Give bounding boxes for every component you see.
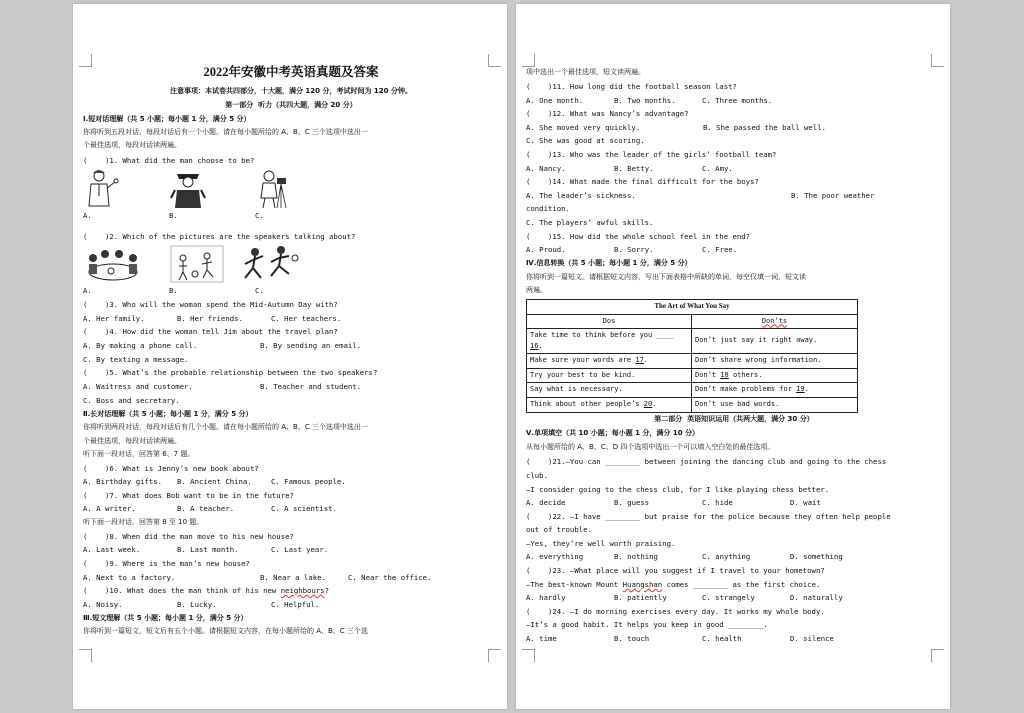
- dialogue-reply: [526, 578, 942, 592]
- q9-options: [83, 571, 499, 585]
- table-row: [527, 354, 858, 369]
- family-dinner-picture: [83, 244, 143, 284]
- option: B. Sorry.: [614, 245, 654, 254]
- option: A. A writer.: [83, 504, 136, 513]
- cell-text: .: [804, 385, 809, 394]
- question-text: ?: [324, 586, 330, 595]
- part1-heading: 第一部分 听力（共四大题，满分 20 分）: [225, 101, 357, 109]
- q24-options: [526, 632, 942, 646]
- q15-options: [526, 243, 942, 257]
- q1-labels: [83, 209, 499, 223]
- police-picture: [169, 168, 207, 208]
- option: A. time: [526, 634, 557, 643]
- section1-heading: Ⅰ.短对话理解（共 5 小题；每小题 1 分，满分 5 分）: [83, 115, 251, 123]
- section5-instruction: 从每小题所给的 A、B、C、D 四个选项中选出一个可以填入空白处的最佳选项。: [526, 443, 775, 451]
- option-label: A.: [83, 211, 92, 220]
- option: B. nothing: [614, 552, 658, 561]
- option: C. strangely: [702, 593, 755, 602]
- option: B. Ancient China.: [177, 477, 252, 486]
- question-3: ( )3. Who will the woman spend the Mid-Autumn Day with?: [83, 300, 338, 309]
- cell-text: Don’t make problems for: [695, 385, 797, 394]
- table-cell: Take time to think before you ____ 16.: [527, 329, 692, 354]
- section4-heading: Ⅳ.信息转换（共 5 小题；每小题 1 分，满分 5 分）: [526, 259, 692, 267]
- option: A. Birthday gifts.: [83, 477, 163, 486]
- option: B. Lucky.: [177, 600, 217, 609]
- option: A. decide: [526, 498, 566, 507]
- option: B. Betty.: [614, 164, 654, 173]
- q6-options: [83, 475, 499, 489]
- option: C. Amy.: [702, 164, 733, 173]
- q3-options: [83, 312, 499, 326]
- question-5: ( )5. What’s the probable relationship between the two speakers?: [83, 368, 378, 377]
- answer-blank: 20: [643, 399, 653, 408]
- option: D. naturally: [790, 593, 843, 602]
- question-8: ( )8. When did the man move to his new house?: [83, 532, 294, 541]
- option: D. wait: [790, 498, 821, 507]
- spellcheck-word: neighbours: [280, 586, 325, 595]
- table-header-dos: Dos: [527, 314, 692, 329]
- question-9: ( )9. Where is the man’s new house?: [83, 559, 250, 568]
- option: C. Famous people.: [271, 477, 346, 486]
- option: A. Waitress and customer.: [83, 382, 193, 391]
- question-6: ( )6. What is Jenny’s new book about?: [83, 464, 259, 473]
- section3-heading: Ⅲ.短文理解（共 5 小题；每小题 1 分，满分 5 分）: [83, 614, 248, 622]
- q14-options: [526, 189, 942, 203]
- table-title: The Art of What You Say: [527, 300, 858, 315]
- reply-text: —The best-known Mount: [526, 580, 623, 589]
- table-cell: Don’t just say it right away.: [692, 329, 858, 354]
- option: A. By making a phone call.: [83, 341, 198, 350]
- table-row: [527, 397, 858, 412]
- option: B. Last month.: [177, 545, 239, 554]
- crop-mark: [79, 649, 92, 662]
- section2-instruction: 你将听到两段对话，每段对话后有几个小题。请在每小题所给的 A、B、C 三个选项中选出一: [83, 423, 368, 431]
- info-table: [526, 299, 858, 413]
- q4-options: [83, 339, 499, 353]
- option: C. She was good at scoring.: [526, 136, 645, 145]
- photographer-picture: [255, 168, 293, 208]
- option: B. guess: [614, 498, 650, 507]
- option: C. The players’ awful skills.: [526, 218, 654, 227]
- section4-instruction: 两遍。: [526, 286, 547, 294]
- option: B. The poor weather: [791, 191, 875, 200]
- cell-text: Think about other people’s: [530, 399, 644, 408]
- option: C. hide: [702, 498, 733, 507]
- table-row: [527, 383, 858, 398]
- section4-instruction: 你将听到一篇短文。请根据短文内容，写出下面表格中所缺的单词，每空仅填一词，短文读: [526, 273, 806, 281]
- answer-blank: 16: [530, 342, 539, 351]
- option: C. Boss and secretary.: [83, 396, 180, 405]
- table-header-donts-text: Don’ts: [761, 316, 788, 325]
- question-continued: out of trouble.: [526, 525, 592, 534]
- option: C. Last year.: [271, 545, 329, 554]
- option-label: C.: [255, 211, 264, 220]
- q2-labels: [83, 284, 499, 298]
- option: C. anything: [702, 552, 751, 561]
- question-21: ( )21.—You can ________ between joining the dancing club and going to the chess: [526, 457, 887, 466]
- option: A. everything: [526, 552, 584, 561]
- option: A. Next to a factory.: [83, 573, 176, 582]
- q2-pictures: [83, 244, 499, 284]
- option: D. silence: [790, 634, 834, 643]
- option: C. Her teachers.: [271, 314, 342, 323]
- crop-mark: [931, 649, 944, 662]
- cell-text: Make sure your words are: [530, 356, 636, 365]
- cell-text: others.: [728, 370, 763, 379]
- dialogue-reply: —It’s a good habit. It helps you keep in good ________.: [526, 620, 768, 629]
- question-text: ( )10. What does the man think of his new: [83, 586, 281, 595]
- q12-options: [526, 121, 942, 135]
- question-7: ( )7. What does Bob want to be in the future?: [83, 491, 294, 500]
- q5-options: [83, 380, 499, 394]
- table-cell: Don’t use bad words.: [692, 397, 858, 412]
- section2-subheading: 听下面一段对话，回答第 8 至 10 题。: [83, 518, 204, 526]
- option: C. Near the office.: [348, 573, 432, 582]
- table-cell: Don’t share wrong information.: [692, 354, 858, 369]
- option: B. Two months.: [614, 96, 676, 105]
- question-10: [83, 584, 499, 598]
- option: C. By texting a message.: [83, 355, 189, 364]
- option: B. patiently: [614, 593, 667, 602]
- answer-blank: 17: [635, 356, 644, 365]
- q8-options: [83, 543, 499, 557]
- table-header-donts: [692, 314, 858, 329]
- table-row: [527, 329, 858, 354]
- answer-blank: 18: [720, 370, 729, 379]
- answer-blank: 19: [796, 385, 805, 394]
- option: C. health: [702, 634, 742, 643]
- option: A. Her family.: [83, 314, 145, 323]
- page-right: [516, 4, 950, 709]
- option: A. Nancy.: [526, 164, 566, 173]
- section5-heading: Ⅴ.单项填空（共 10 小题；每小题 1 分，满分 10 分）: [526, 429, 700, 437]
- q23-options: [526, 591, 942, 605]
- section3-instruction-cont: 项中选出一个最佳选项，短文读两遍。: [526, 68, 645, 76]
- q13-options: [526, 162, 942, 176]
- section2-subheading: 听下面一段对话，回答第 6、7 题。: [83, 450, 195, 458]
- dialogue-reply: —Yes, they’re well worth praising.: [526, 539, 676, 548]
- option: B. By sending an email.: [260, 341, 362, 350]
- option: B. touch: [614, 634, 650, 643]
- q10-options: [83, 598, 499, 612]
- runners-picture: [241, 244, 301, 284]
- q11-options: [526, 94, 942, 108]
- cell-text: Take time to think before you ____: [530, 331, 674, 340]
- option: B. Teacher and student.: [260, 382, 362, 391]
- doctor-picture: [83, 168, 121, 208]
- part2-heading: 第二部分 英语知识运用（共两大题，满分 30 分）: [654, 415, 814, 423]
- section1-instruction: 个最佳选项，每段对话读两遍。: [83, 141, 181, 149]
- section2-instruction: 个最佳选项，每段对话读两遍。: [83, 437, 181, 445]
- option: B. Near a lake.: [260, 573, 326, 582]
- q1-pictures: [83, 168, 499, 208]
- option-label: C.: [255, 286, 264, 295]
- option-label: B.: [169, 286, 178, 295]
- crop-mark: [488, 649, 501, 662]
- q22-options: [526, 550, 942, 564]
- exam-title: 2022年安徽中考英语真题及答案: [203, 65, 379, 79]
- option: B. A teacher.: [177, 504, 235, 513]
- option: C. A scientist.: [271, 504, 337, 513]
- question-22: ( )22. —I have ________ but praise for the police because they often help people: [526, 512, 891, 521]
- page-left: [73, 4, 507, 709]
- question-15: ( )15. How did the whole school feel in the end?: [526, 232, 751, 241]
- table-cell: [692, 383, 858, 398]
- spellcheck-word: Huangshan: [622, 580, 663, 589]
- section2-heading: Ⅱ.长对话理解（共 5 小题；每小题 1 分，满分 5 分）: [83, 410, 253, 418]
- question-13: ( )13. Who was the leader of the girls’ football team?: [526, 150, 777, 159]
- table-cell: Try your best to be kind.: [527, 368, 692, 383]
- option-label: B.: [169, 211, 178, 220]
- option: A. Last week.: [83, 545, 141, 554]
- option: B. Her friends.: [177, 314, 243, 323]
- table-cell: Make sure your words are 17.: [527, 354, 692, 369]
- question-11: ( )11. How long did the football season last?: [526, 82, 737, 91]
- question-12: ( )12. What was Nancy’s advantage?: [526, 109, 689, 118]
- table-cell: Think about other people’s 20.: [527, 397, 692, 412]
- table-cell: [692, 368, 858, 383]
- option: D. something: [790, 552, 843, 561]
- question-4: ( )4. How did the woman tell Jim about the travel plan?: [83, 327, 338, 336]
- notice: 注意事项：本试卷共四部分，十大题，满分 120 分，考试时间为 120 分钟。: [170, 87, 412, 95]
- crop-mark: [522, 649, 535, 662]
- table-cell: Say what is necessary.: [527, 383, 692, 398]
- option: A. The leader’s sickness.: [526, 191, 636, 200]
- section1-instruction: 你将听到五段对话，每段对话后有一个小题。请在每小题所给的 A、B、C 三个选项中选出一: [83, 128, 368, 136]
- q7-options: [83, 502, 499, 516]
- option: A. Proud.: [526, 245, 566, 254]
- question-24: ( )24. —I do morning exercises every day. It works my whole body.: [526, 607, 825, 616]
- question-23: ( )23. —What place will you suggest if I travel to your hometown?: [526, 566, 825, 575]
- option: A. One month.: [526, 96, 584, 105]
- option-label: A.: [83, 286, 92, 295]
- dialogue-reply: —I consider going to the chess club, for I like playing chess better.: [526, 485, 830, 494]
- option: C. Three months.: [702, 96, 773, 105]
- q21-options: [526, 496, 942, 510]
- playground-picture: [169, 244, 225, 284]
- cell-text: Don’t: [695, 370, 721, 379]
- option-continued: condition.: [526, 204, 570, 213]
- question-2: ( )2. Which of the pictures are the speakers talking about?: [83, 232, 356, 241]
- question-continued: club.: [526, 471, 548, 480]
- option: C. Helpful.: [271, 600, 320, 609]
- table-row: [527, 368, 858, 383]
- option: A. She moved very quickly.: [526, 123, 641, 132]
- option: A. Noisy.: [83, 600, 123, 609]
- question-14: ( )14. What made the final difficult for the boys?: [526, 177, 759, 186]
- section3-instruction: 你将听到一篇短文，短文后有五个小题。请根据短文内容，在每小题所给的 A、B、C 三个选: [83, 627, 368, 635]
- option: C. Free.: [702, 245, 738, 254]
- question-1: ( )1. What did the man choose to be?: [83, 156, 255, 165]
- reply-text: comes ________ as the first choice.: [662, 580, 821, 589]
- option: B. She passed the ball well.: [703, 123, 827, 132]
- option: A. hardly: [526, 593, 566, 602]
